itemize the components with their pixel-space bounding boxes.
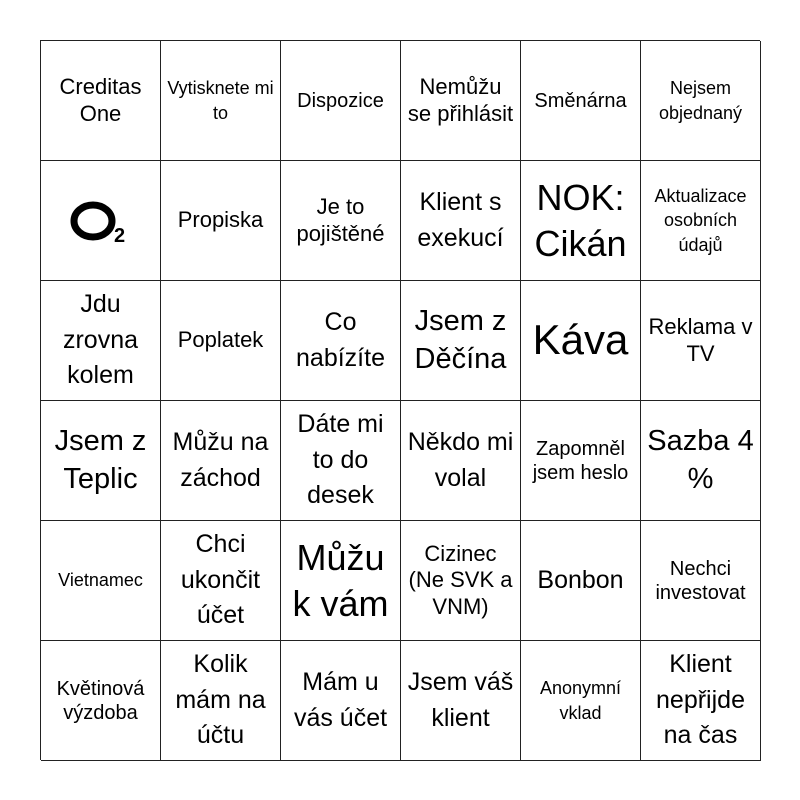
bingo-cell[interactable] <box>521 401 641 521</box>
bingo-cell[interactable] <box>401 401 521 521</box>
bingo-cell[interactable] <box>281 641 401 761</box>
bingo-cell[interactable] <box>161 281 281 401</box>
cell-text: Cizinec (Ne SVK a VNM) <box>408 540 513 619</box>
cell-text: Klient nepřijde na čas <box>656 650 745 750</box>
cell-text: Propiska <box>177 207 264 233</box>
bingo-cell[interactable] <box>641 281 761 401</box>
o2-logo-icon <box>66 196 136 246</box>
bingo-board <box>40 40 760 760</box>
bingo-cell[interactable] <box>41 521 161 641</box>
bingo-cell[interactable] <box>401 161 521 281</box>
bingo-cell[interactable] <box>521 161 641 281</box>
cell-text: Můžu na záchod <box>172 428 269 492</box>
cell-text: Nechci investovat <box>655 557 746 604</box>
cell-text: Jsem z Děčína <box>414 304 507 375</box>
bingo-cell[interactable] <box>641 641 761 761</box>
bingo-cell[interactable] <box>641 401 761 521</box>
bingo-cell[interactable] <box>161 401 281 521</box>
bingo-cell[interactable] <box>401 641 521 761</box>
cell-text: Chci ukončit účet <box>180 530 261 630</box>
bingo-cell[interactable] <box>641 161 761 281</box>
bingo-cell[interactable] <box>641 41 761 161</box>
cell-text: Jsem z Teplic <box>54 424 147 495</box>
bingo-cell[interactable] <box>41 161 161 281</box>
cell-text: Někdo mi volal <box>407 428 514 492</box>
cell-text: Klient s exekucí <box>417 188 504 252</box>
cell-text: Květinová výzdoba <box>56 677 145 724</box>
cell-text: Jdu zrovna kolem <box>62 290 139 390</box>
bingo-cell[interactable] <box>281 41 401 161</box>
cell-text: Sazba 4 % <box>647 424 754 495</box>
bingo-cell[interactable] <box>161 521 281 641</box>
svg-text:2: 2 <box>113 224 125 246</box>
bingo-cell[interactable] <box>521 641 641 761</box>
bingo-cell[interactable] <box>521 521 641 641</box>
cell-text: Nejsem objednaný <box>658 78 743 123</box>
cell-text: Creditas One <box>59 74 142 126</box>
cell-text: Můžu k vám <box>292 536 389 624</box>
bingo-cell[interactable] <box>281 521 401 641</box>
cell-text: Anonymní vklad <box>539 678 622 723</box>
bingo-cell[interactable] <box>41 641 161 761</box>
bingo-cell[interactable] <box>401 281 521 401</box>
cell-text: Bonbon <box>537 565 624 594</box>
cell-text: Poplatek <box>177 327 264 353</box>
bingo-cell[interactable] <box>281 401 401 521</box>
bingo-cell[interactable] <box>161 641 281 761</box>
cell-text: Dispozice <box>297 89 384 112</box>
bingo-cell[interactable] <box>641 521 761 641</box>
cell-text: Jsem váš klient <box>407 668 514 732</box>
cell-text: Reklama v TV <box>648 314 753 366</box>
bingo-cell[interactable] <box>401 41 521 161</box>
cell-text: Je to pojištěné <box>296 194 385 246</box>
bingo-cell[interactable] <box>281 281 401 401</box>
cell-text: Nemůžu se přihlásit <box>407 74 514 126</box>
cell-text: Vietnamec <box>58 570 143 591</box>
cell-text: Zapomněl jsem heslo <box>532 437 629 484</box>
bingo-cell[interactable] <box>161 41 281 161</box>
bingo-cell[interactable] <box>281 161 401 281</box>
bingo-cell[interactable] <box>521 41 641 161</box>
bingo-cell[interactable] <box>41 41 161 161</box>
cell-text: Dáte mi to do desek <box>297 410 384 510</box>
cell-text: Směnárna <box>534 89 627 112</box>
bingo-cell[interactable] <box>401 521 521 641</box>
cell-text: Co nabízíte <box>296 308 385 372</box>
bingo-cell[interactable] <box>521 281 641 401</box>
cell-text: Mám u vás účet <box>293 668 388 732</box>
bingo-cell[interactable] <box>161 161 281 281</box>
cell-text: Aktualizace osobních údajů <box>654 186 747 255</box>
cell-text: NOK: Cikán <box>534 176 627 264</box>
bingo-cell[interactable] <box>41 281 161 401</box>
cell-text: Kolik mám na účtu <box>175 650 266 750</box>
cell-text: Káva <box>532 316 629 364</box>
cell-text: Vytisknete mi to <box>167 78 274 123</box>
bingo-cell[interactable] <box>41 401 161 521</box>
